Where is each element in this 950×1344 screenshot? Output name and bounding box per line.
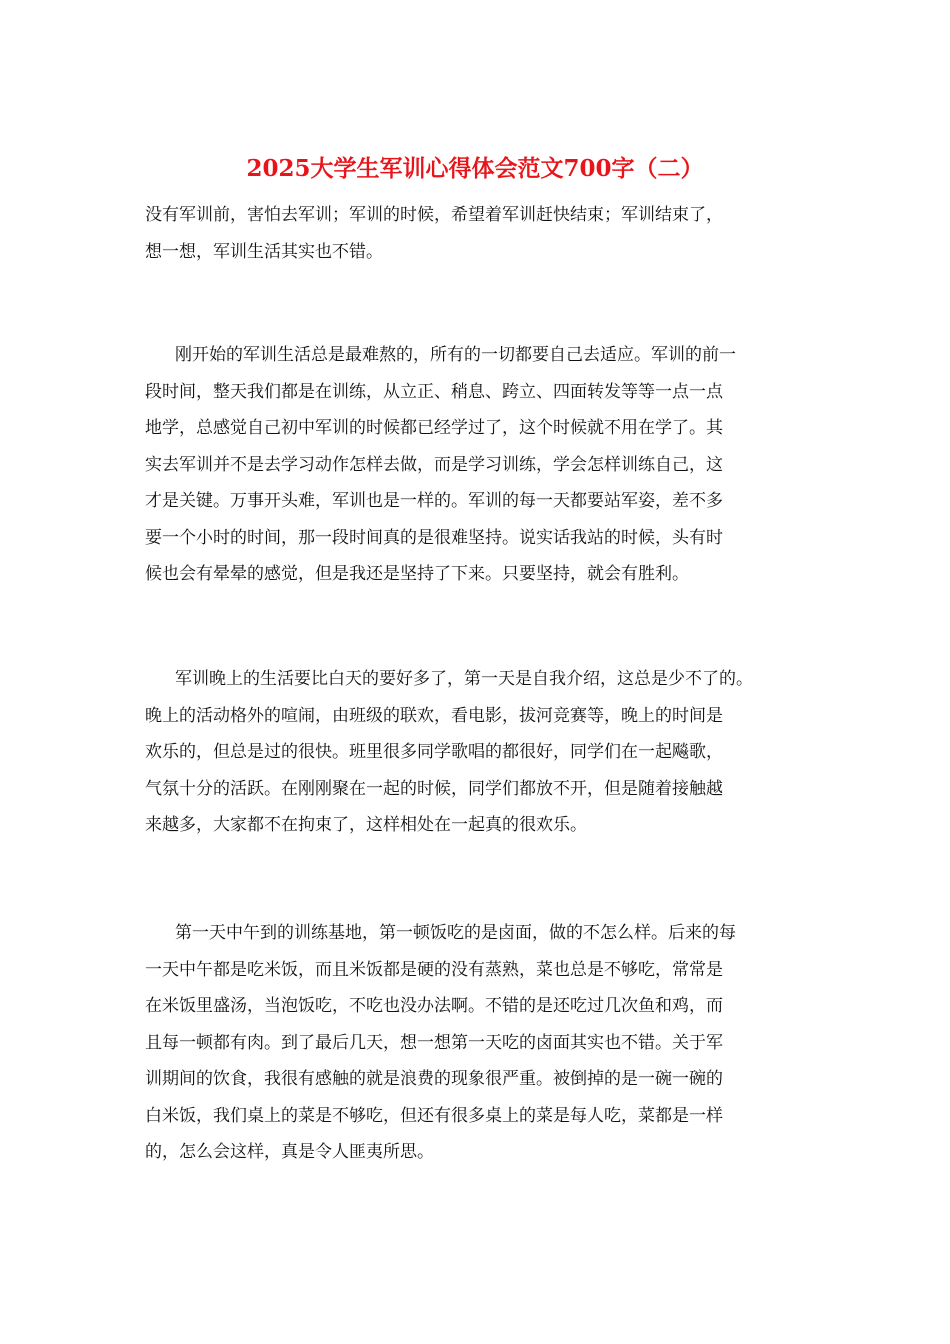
paragraph-line: 要一个小时的时间，那一段时间真的是很难坚持。说实话我站的时候，头有时 <box>145 527 723 548</box>
paragraph-line: 在米饭里盛汤，当泡饭吃，不吃也没办法啊。不错的是还吃过几次鱼和鸡，而 <box>145 996 723 1016</box>
paragraph-line: 来越多，大家都不在拘束了，这样相处在一起真的很欢乐。 <box>145 815 587 835</box>
paragraph-intro <box>145 197 817 270</box>
paragraph-training <box>145 337 817 593</box>
paragraph-line: 训期间的饮食，我很有感触的就是浪费的现象很严重。被倒掉的是一碗一碗的 <box>145 1069 723 1089</box>
paragraph-line: 想一想，军训生活其实也不错。 <box>145 241 383 262</box>
paragraph-line: 欢乐的，但总是过的很快。班里很多同学歌唱的都很好，同学们在一起飚歌， <box>145 742 723 762</box>
document-title: 2025大学生军训心得体会范文700字（二） <box>246 155 704 182</box>
paragraph-line: 地学，总感觉自己初中军训的时候都已经学过了，这个时候就不用在学了。其 <box>145 418 723 438</box>
paragraph-line: 的，怎么会这样，真是令人匪夷所思。 <box>145 1142 434 1162</box>
paragraph-line: 且每一顿都有肉。到了最后几天，想一想第一天吃的卤面其实也不错。关于军 <box>145 1032 723 1053</box>
paragraph-line: 气氛十分的活跃。在刚刚聚在一起的时候，同学们都放不开，但是随着接触越 <box>145 778 723 799</box>
paragraph-evening <box>145 661 817 844</box>
paragraph-line: 才是关键。万事开头难，军训也是一样的。军训的每一天都要站军姿，差不多 <box>145 491 723 511</box>
paragraph-line: 刚开始的军训生活总是最难熬的，所有的一切都要自己去适应。军训的前一 <box>175 345 736 365</box>
paragraph-line: 白米饭，我们桌上的菜是不够吃，但还有很多桌上的菜是每人吃，菜都是一样 <box>145 1105 723 1126</box>
paragraph-line: 候也会有晕晕的感觉，但是我还是坚持了下来。只要坚持，就会有胜利。 <box>145 564 689 584</box>
paragraph-line: 没有军训前，害怕去军训；军训的时候，希望着军训赶快结束；军训结束了， <box>145 205 723 225</box>
paragraph-line: 第一天中午到的训练基地，第一顿饭吃的是卤面，做的不怎么样。后来的每 <box>175 923 736 943</box>
paragraph-line: 军训晚上的生活要比白天的要好多了，第一天是自我介绍，这总是少不了的。 <box>175 669 753 689</box>
paragraph-meals <box>145 915 817 1171</box>
paragraph-line: 实去军训并不是去学习动作怎样去做，而是学习训练，学会怎样训练自己，这 <box>145 454 723 475</box>
paragraph-line: 段时间，整天我们都是在训练，从立正、稍息、跨立、四面转发等等一点一点 <box>145 381 723 402</box>
paragraph-line: 晚上的活动格外的喧闹，由班级的联欢，看电影，拔河竞赛等，晚上的时间是 <box>145 705 723 726</box>
paragraph-line: 一天中午都是吃米饭，而且米饭都是硬的没有蒸熟，菜也总是不够吃，常常是 <box>145 959 723 980</box>
